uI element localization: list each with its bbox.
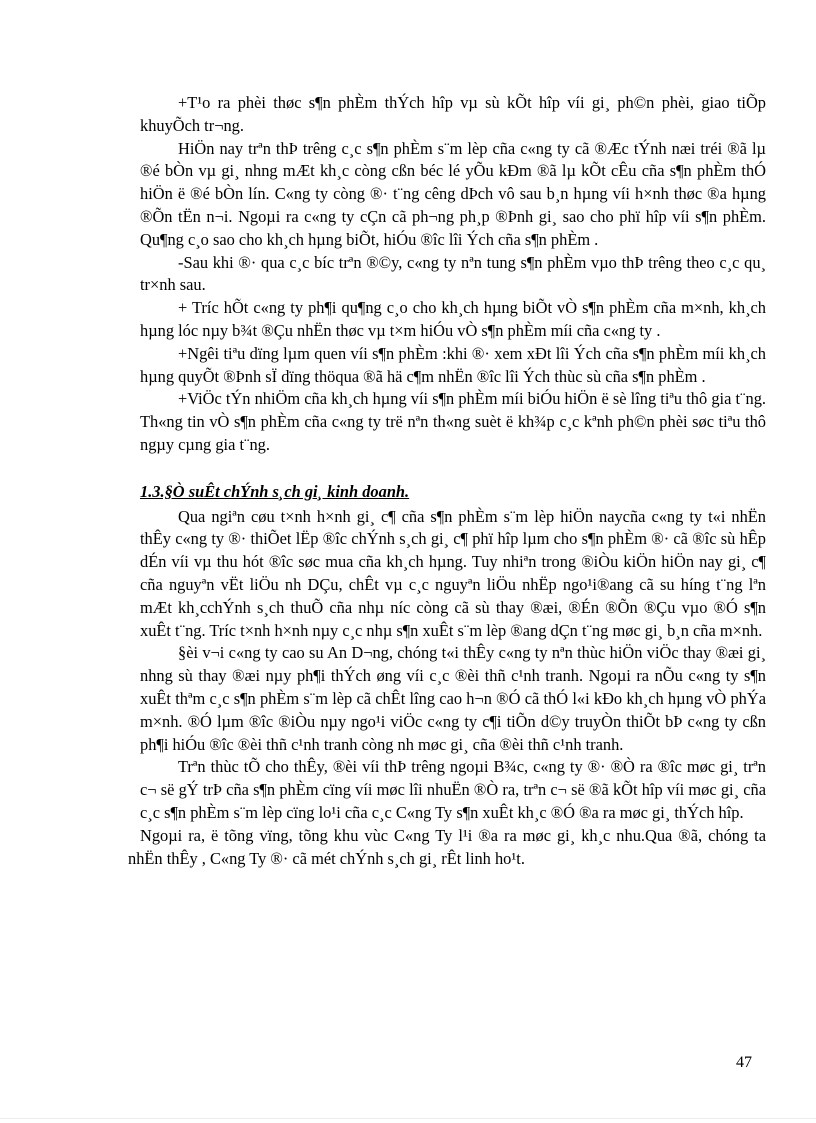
paragraph: §èi v¬i c«ng ty cao su An D¬ng, chóng t«i thÊy c«ng ty nªn thùc hiÖn viÖc thay ®æi gi¸ nhng sù thay ®æi nµy ph¶i thÝch øng víi c¸c ®èi thñ c¹nh tranh. Ngoµi ra nÕu c«ng ty s¶n xuÊt thªm c¸c s¶n phÈm s¨m lèp cã chÊt lîng cao h¬n ®Ó cã thÓ l«i kÐo kh¸ch hµng vÒ phÝa m×nh. ®Ó lµm ®îc ®iÒu nµy ngo¹i viÖc c«ng ty c¶i tiÕn d©y truyÒn thiÕt bÞ c«ng ty cßn ph¶i hiÓu ®îc ®èi thñ c¹nh tranh còng nh møc gi¸ cña ®èi thñ c¹nh tranh. <box>140 643 766 754</box>
paragraph: +T¹o ra phèi thøc s¶n phÈm thÝch hîp vµ sù kÕt hîp víi gi¸ ph©n phèi, giao tiÕp khuyÕch tr¬ng. <box>140 93 766 135</box>
paragraph: -Sau khi ®· qua c¸c bíc trªn ®©y, c«ng ty nªn tung s¶n phÈm vµo thÞ trêng theo c¸c qu¸ tr×nh sau. <box>140 252 766 295</box>
paragraph: +Ngêi tiªu dïng lµm quen víi s¶n phÈm :khi ®· xem xÐt lîi Ých cña s¶n phÈm míi kh¸ch hµng quyÕt ®Þnh sÏ dïng thöqua ®ã hä c¶m nhËn ®îc lîi Ých thùc sù cña s¶n phÈm . <box>140 343 766 386</box>
paragraph: Qua ngiªn cøu t×nh h×nh gi¸ c¶ cña s¶n phÈm s¨m lèp hiÖn naycña c«ng ty t«i nhËn thÊy c«ng ty ®· thiÕet lËp ®îc chÝnh s¸ch gi¸ c¶ phï hîp lµm cho s¶n phÈm ®· cã ®îc sù hÊp dÉn víi vµ thu hót ®îc søc mua cña kh¸ch hµng. Tuy nhiªn trong ®iÒu kiÖn hiÖn nay gi¸ c¶ cña nguyªn vËt liÖu nh DÇu, chÊt vµ c¸c nguyªn liÖu nhËp ngo¹i®ang cã su híng t¨ng lªn mÆt kh¸cchÝnh s¸ch thuÕ cña nhµ níc còng cã sù thay ®æi, ®Én ®Õn ®Çu vµo ®Ó s¶n xuÊt t¨ng. Tríc t×nh h×nh nµy c¸c nhµ s¶n xuÊt s¨m lèp ®ang dÇn t¨ng møc gi¸ b¸n cña m×nh. <box>140 506 766 640</box>
section-heading: 1.3.§Ò suÊt chÝnh s¸ch gi¸ kinh doanh. <box>140 481 410 501</box>
paragraph: Ngoµi ra, ë tõng vïng, tõng khu vùc C«ng Ty l¹i ®a ra møc gi¸ kh¸c nhu.Qua ®ã, chóng ta nhËn thÊy , C«ng Ty ®· cã mét chÝnh s¸ch gi¸ rÊt linh ho¹t. <box>128 825 766 868</box>
page-body <box>128 92 766 870</box>
paragraph: + Tríc hÕt c«ng ty ph¶i qu¶ng c¸o cho kh¸ch hµng biÕt vÒ s¶n phÈm cña m×nh, kh¸ch hµng lóc nµy b¾t ®Çu nhËn thøc vµ t×m hiÓu vÒ s¶n phÈm míi cña c«ng ty . <box>140 298 766 340</box>
page-edge <box>0 1118 816 1119</box>
paragraph: +ViÖc tÝn nhiÖm cña kh¸ch hµng víi s¶n phÈm míi biÓu hiÖn ë sè lîng tiªu thô gia t¨ng. Th«ng tin vÒ s¶n phÈm cña c«ng ty trë nªn th«ng suèt ë kh¾p c¸c kªnh ph©n phèi søc tiªu thô ngµy cµng gia t¨ng. <box>140 389 766 454</box>
paragraph: Trªn thùc tÕ cho thÊy, ®èi víi thÞ trêng ngoµi B¾c, c«ng ty ®· ®Ò ra ®îc møc gi¸ trªn c¬ së gÝ trÞ cña s¶n phÈm cïng víi møc lîi nhuËn ®Ò ra, trªn c¬ së ®ã kÕt hîp víi møc gi¸ cña c¸c s¶n phÈm s¨m lèp cïng lo¹i cña c¸c C«ng Ty s¶n xuÊt kh¸c ®Ó ®a ra møc gi¸ thÝch hîp. <box>140 757 766 822</box>
paragraph: HiÖn nay trªn thÞ trêng c¸c s¶n phÈm s¨m lèp cña c«ng ty cã ®Æc tÝnh næi tréi ®ã lµ ®é bÒn vµ gi¸ nhng mÆt kh¸c còng cßn béc lé yÕu kÐm ®ã lµ kÕt cÊu cña s¶n phÈm thÓ hiÖn ë ®é bÒn lín. C«ng ty còng ®· t¨ng cêng dÞch vô sau b¸n hµng víi h×nh thøc ®a hµng ®Õn tËn n¬i. Ngoµi ra c«ng ty cÇn cã ph¬ng ph¸p ®Þnh gi¸ sao cho phï hîp víi s¶n phÈm. Qu¶ng c¸o sao cho kh¸ch hµng biÕt, hiÓu ®îc lîi Ých cña s¶n phÈm . <box>140 138 766 249</box>
page-number: 47 <box>736 1054 752 1071</box>
